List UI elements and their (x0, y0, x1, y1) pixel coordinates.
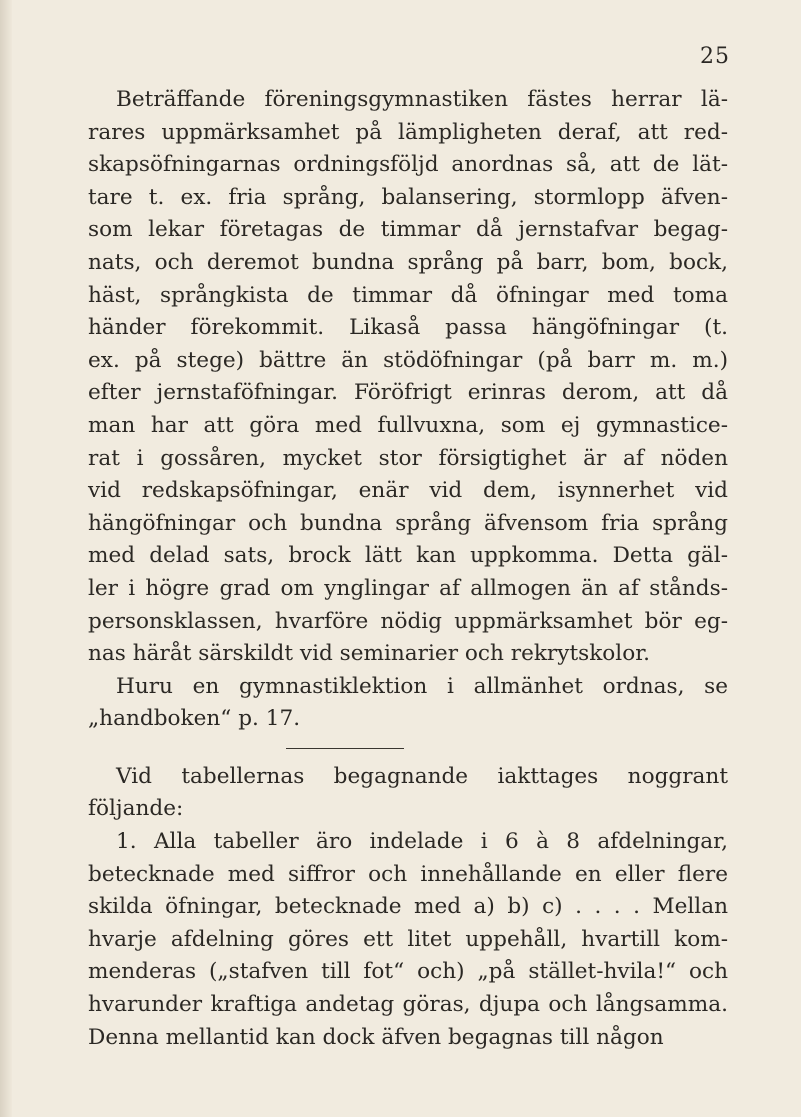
text-line: Huru en gymnastiklektion i allmänhet ordnas, se (116, 673, 728, 699)
text-line: som lekar företagas de timmar då jernstafvar begag- (88, 217, 728, 243)
text-line: hängöfningar och bundna språng äfvensom fria språng (88, 510, 728, 536)
text-line: 1. Alla tabeller äro indelade i 6 à 8 afdelningar, (116, 829, 728, 855)
text-line: häst, språngkista de timmar då öfningar med toma (88, 282, 728, 308)
text-line: hvarunder kraftiga andetag göras, djupa och långsamma. (88, 992, 728, 1018)
text-line: Vid tabellernas begagnande iakttages noggrant (116, 763, 728, 789)
text-line: hvarje afdelning göres ett litet uppehåll, hvartill kom- (88, 926, 728, 952)
text-line: „handboken“ p. 17. (88, 706, 301, 732)
text-line: följande: (88, 796, 184, 822)
text-line: ler i högre grad om ynglingar af allmogen än af stånds- (88, 575, 728, 601)
text-line: ex. på stege) bättre än stödöfningar (på barr m. m.) (88, 347, 728, 373)
section-divider (286, 748, 404, 749)
text-line: personsklassen, hvarföre nödig uppmärksamhet bör eg- (88, 608, 728, 634)
text-line: händer förekommit. Likaså passa hängöfningar (t. (88, 315, 728, 341)
text-line: man har att göra med fullvuxna, som ej gymnastice- (88, 412, 728, 438)
page-body (88, 84, 728, 1054)
text-line: efter jernstaföfningar. Föröfrigt erinras derom, att då (88, 380, 728, 406)
text-line: Beträffande föreningsgymnastiken fästes herrar lä- (116, 87, 728, 112)
text-line: skilda öfningar, betecknade med a) b) c) . . . . Mellan (88, 894, 728, 920)
text-line: vid redskapsöfningar, enär vid dem, isynnerhet vid (88, 478, 728, 504)
text-line: med delad sats, brock lätt kan uppkomma. Detta gäl- (88, 543, 728, 569)
page-edge (0, 0, 12, 1117)
text-line: skapsöfningarnas ordningsföljd anordnas så, att de lät- (88, 152, 728, 178)
text-line: nas häråt särskildt vid seminarier och rekrytskolor. (88, 641, 651, 667)
text-line: Denna mellantid kan dock äfven begagnas till någon (88, 1024, 664, 1050)
text-line: rares uppmärksamhet på lämpligheten deraf, att red- (88, 119, 728, 145)
text-line: menderas („stafven till fot“ och) „på stället-hvila!“ och (88, 959, 728, 985)
text-line: betecknade med siffror och innehållande en eller flere (88, 861, 728, 887)
text-line: nats, och deremot bundna språng på barr, bom, bock, (88, 249, 728, 275)
text-line: rat i gossåren, mycket stor försigtighet är af nöden (88, 445, 728, 471)
page-number: 25 (700, 44, 730, 69)
text-line: tare t. ex. fria språng, balansering, stormlopp äfven- (88, 184, 728, 210)
